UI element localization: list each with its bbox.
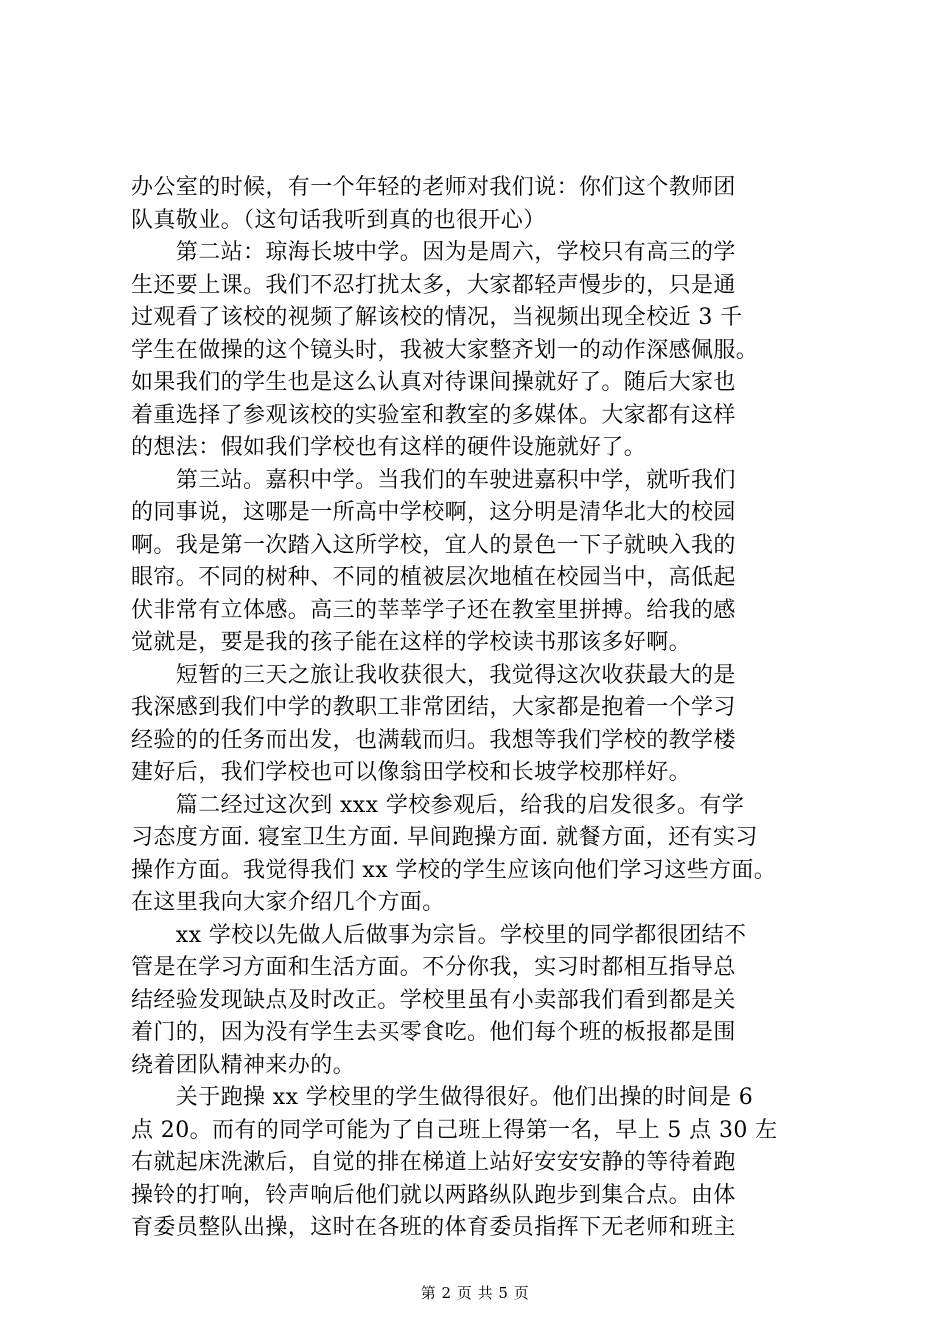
text-line: 篇二经过这次到 xxx 学校参观后，给我的启发很多。有学 bbox=[131, 792, 745, 818]
text-line: 着门的，因为没有学生去买零食吃。他们每个班的板报都是围 bbox=[131, 1020, 736, 1045]
text-line: 如果我们的学生也是这么认真对待课间操就好了。随后大家也 bbox=[131, 370, 736, 395]
text-line: 经验的的任务而出发，也满载而归。我想等我们学校的教学楼 bbox=[131, 727, 736, 753]
text-line: 的想法：假如我们学校也有这样的硬件设施就好了。 bbox=[131, 435, 647, 460]
text-line: 育委员整队出操，这时在各班的体育委员指挥下无老师和班主 bbox=[131, 1215, 736, 1240]
text-line: 第三站。嘉积中学。当我们的车驶进嘉积中学，就听我们 bbox=[131, 467, 736, 493]
text-line: 习态度方面. 寝室卫生方面. 早间跑操方面. 就餐方面，还有实习 bbox=[131, 825, 758, 850]
page-number: 第 2 页 共 5 页 bbox=[420, 1284, 530, 1302]
text-line: 眼帘。不同的树种、不同的植被层次地植在校园当中，高低起 bbox=[131, 565, 736, 590]
text-line: 短暂的三天之旅让我收获很大，我觉得这次收获最大的是 bbox=[131, 662, 736, 688]
text-line: 结经验发现缺点及时改正。学校里虽有小卖部我们看到都是关 bbox=[131, 987, 736, 1013]
text-line: xx 学校以先做人后做事为宗旨。学校里的同学都很团结不 bbox=[131, 922, 747, 948]
text-line: 啊。我是第一次踏入这所学校，宜人的景色一下子就映入我的 bbox=[131, 532, 736, 558]
text-line: 队真敬业。（这句话我听到真的也很开心） bbox=[131, 207, 546, 233]
text-line: 操铃的打响，铃声响后他们就以两路纵队跑步到集合点。由体 bbox=[131, 1182, 736, 1208]
text-line: 生还要上课。我们不忍打扰太多，大家都轻声慢步的，只是通 bbox=[131, 272, 736, 298]
text-line: 点 20。而有的同学可能为了自己班上得第一名，早上 5 点 30 左 bbox=[131, 1117, 778, 1143]
text-line: 我深感到我们中学的教职工非常团结，大家都是抱着一个学习 bbox=[131, 695, 736, 720]
text-line: 关于跑操 xx 学校里的学生做得很好。他们出操的时间是 6 bbox=[131, 1085, 754, 1110]
body-text bbox=[131, 172, 831, 1245]
text-line: 右就起床洗漱后，自觉的排在梯道上站好安安安静的等待着跑 bbox=[131, 1150, 736, 1175]
text-line: 觉就是，要是我的孩子能在这样的学校读书那该多好啊。 bbox=[131, 630, 692, 655]
text-line: 伏非常有立体感。高三的莘莘学子还在教室里拼搏。给我的感 bbox=[131, 597, 736, 623]
text-line: 的同事说，这哪是一所高中学校啊，这分明是清华北大的校园 bbox=[131, 500, 736, 525]
text-line: 第二站：琼海长坡中学。因为是周六，学校只有高三的学 bbox=[131, 240, 736, 265]
text-line: 办公室的时候，有一个年轻的老师对我们说：你们这个教师团 bbox=[131, 175, 736, 200]
text-line: 建好后，我们学校也可以像翁田学校和长坡学校那样好。 bbox=[131, 760, 692, 785]
text-line: 过观看了该校的视频了解该校的情况，当视频出现全校近 3 千 bbox=[131, 305, 743, 330]
page-footer bbox=[0, 1283, 950, 1303]
text-line: 着重选择了参观该校的实验室和教室的多媒体。大家都有这样 bbox=[131, 402, 736, 428]
text-line: 学生在做操的这个镜头时，我被大家整齐划一的动作深感佩服。 bbox=[131, 337, 759, 363]
text-line: 操作方面。我觉得我们 xx 学校的学生应该向他们学习这些方面。 bbox=[131, 857, 777, 883]
text-line: 管是在学习方面和生活方面。不分你我，实习时都相互指导总 bbox=[131, 955, 736, 980]
text-line: 绕着团队精神来办的。 bbox=[131, 1052, 356, 1078]
text-line: 在这里我向大家介绍几个方面。 bbox=[131, 890, 445, 915]
